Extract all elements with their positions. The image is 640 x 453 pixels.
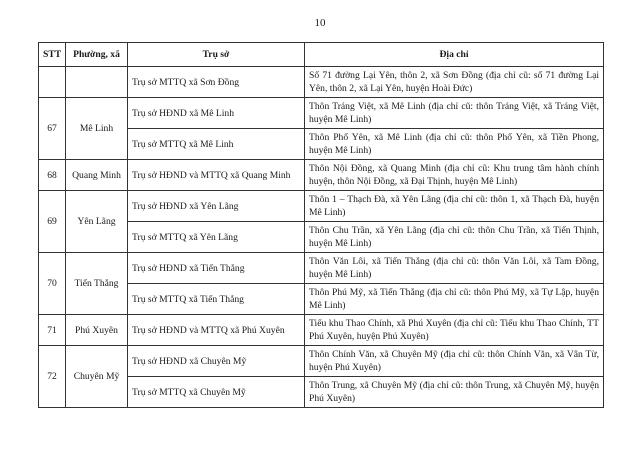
table-row xyxy=(39,346,604,377)
address-cell: Thôn Phố Yên, xã Mê Linh (địa chỉ cũ: thôn Phố Yên, xã Tiền Phong, huyện Mê Linh) xyxy=(305,129,604,160)
address-cell: Thôn Tráng Việt, xã Mê Linh (địa chỉ cũ: thôn Tráng Việt, xã Tráng Việt, huyện Mê Linh) xyxy=(305,98,604,129)
office-cell: Trụ sở MTTQ xã Tiến Thắng xyxy=(128,284,305,315)
stt-cell: 68 xyxy=(39,160,66,191)
stt-cell: 69 xyxy=(39,191,66,253)
office-cell: Trụ sở HĐND xã Mê Linh xyxy=(128,98,305,129)
office-cell: Trụ sở HĐND xã Yên Lãng xyxy=(128,191,305,222)
office-cell: Trụ sở MTTQ xã Sơn Đồng xyxy=(128,67,305,98)
page-number: 10 xyxy=(314,17,326,29)
office-cell: Trụ sở MTTQ xã Chuyên Mỹ xyxy=(128,377,305,408)
address-cell: Tiểu khu Thao Chính, xã Phú Xuyên (địa chỉ cũ: Tiểu khu Thao Chính, TT Phú Xuyên, huyện Phú Xuyên) xyxy=(305,315,604,346)
table-row xyxy=(39,315,604,346)
stt-cell: 67 xyxy=(39,98,66,160)
header-ward: Phường, xã xyxy=(66,43,128,67)
address-table xyxy=(38,42,604,408)
ward-cell: Chuyên Mỹ xyxy=(66,346,128,408)
header-stt: STT xyxy=(39,43,66,67)
office-cell: Trụ sở HĐND và MTTQ xã Phú Xuyên xyxy=(128,315,305,346)
address-cell: Thôn Phú Mỹ, xã Tiến Thắng (địa chỉ cũ: thôn Phú Mỹ, xã Tự Lập, huyện Mê Linh) xyxy=(305,284,604,315)
address-cell: Thôn Trung, xã Chuyên Mỹ (địa chỉ cũ: thôn Trung, xã Chuyên Mỹ, huyện Phú Xuyên) xyxy=(305,377,604,408)
table-row xyxy=(39,98,604,129)
stt-cell: 71 xyxy=(39,315,66,346)
office-cell: Trụ sở HĐND và MTTQ xã Quang Minh xyxy=(128,160,305,191)
office-cell: Trụ sở MTTQ xã Yên Lãng xyxy=(128,222,305,253)
address-cell: Thôn Nội Đồng, xã Quang Minh (địa chỉ cũ: Khu trung tâm hành chính huyện, thôn Nội Đồng, xã Đại Thịnh, huyện Mê Linh) xyxy=(305,160,604,191)
header-address: Địa chỉ xyxy=(305,43,604,67)
ward-cell xyxy=(66,67,128,98)
address-cell: Thôn Chu Trần, xã Yên Lãng (địa chỉ cũ: thôn Chu Trần, xã Tiến Thịnh, huyện Mê Linh) xyxy=(305,222,604,253)
address-cell: Thôn 1 – Thạch Đà, xã Yên Lãng (địa chỉ cũ: thôn 1, xã Thạch Đà, huyện Mê Linh) xyxy=(305,191,604,222)
address-cell: Số 71 đường Lại Yên, thôn 2, xã Sơn Đồng (địa chỉ cũ: số 71 đường Lại Yên, thôn 2, xã Lại Yên, huyện Hoài Đức) xyxy=(305,67,604,98)
office-cell: Trụ sở MTTQ xã Mê Linh xyxy=(128,129,305,160)
header-office: Trụ sở xyxy=(128,43,305,67)
office-cell: Trụ sở HĐND xã Tiến Thắng xyxy=(128,253,305,284)
ward-cell: Tiến Thắng xyxy=(66,253,128,315)
address-cell: Thôn Văn Lôi, xã Tiến Thắng (địa chỉ cũ: thôn Văn Lôi, xã Tam Đồng, huyện Mê Linh) xyxy=(305,253,604,284)
table-row xyxy=(39,160,604,191)
ward-cell: Mê Linh xyxy=(66,98,128,160)
ward-cell: Phú Xuyên xyxy=(66,315,128,346)
table-row xyxy=(39,191,604,222)
table-row xyxy=(39,67,604,98)
address-cell: Thôn Chính Văn, xã Chuyên Mỹ (địa chỉ cũ: thôn Chính Văn, xã Vân Từ, huyện Phú Xuyên) xyxy=(305,346,604,377)
ward-cell: Yên Lãng xyxy=(66,191,128,253)
stt-cell: 70 xyxy=(39,253,66,315)
ward-cell: Quang Minh xyxy=(66,160,128,191)
office-cell: Trụ sở HĐND xã Chuyên Mỹ xyxy=(128,346,305,377)
stt-cell: 72 xyxy=(39,346,66,408)
table-header-row xyxy=(39,43,604,67)
stt-cell xyxy=(39,67,66,98)
table-row xyxy=(39,253,604,284)
